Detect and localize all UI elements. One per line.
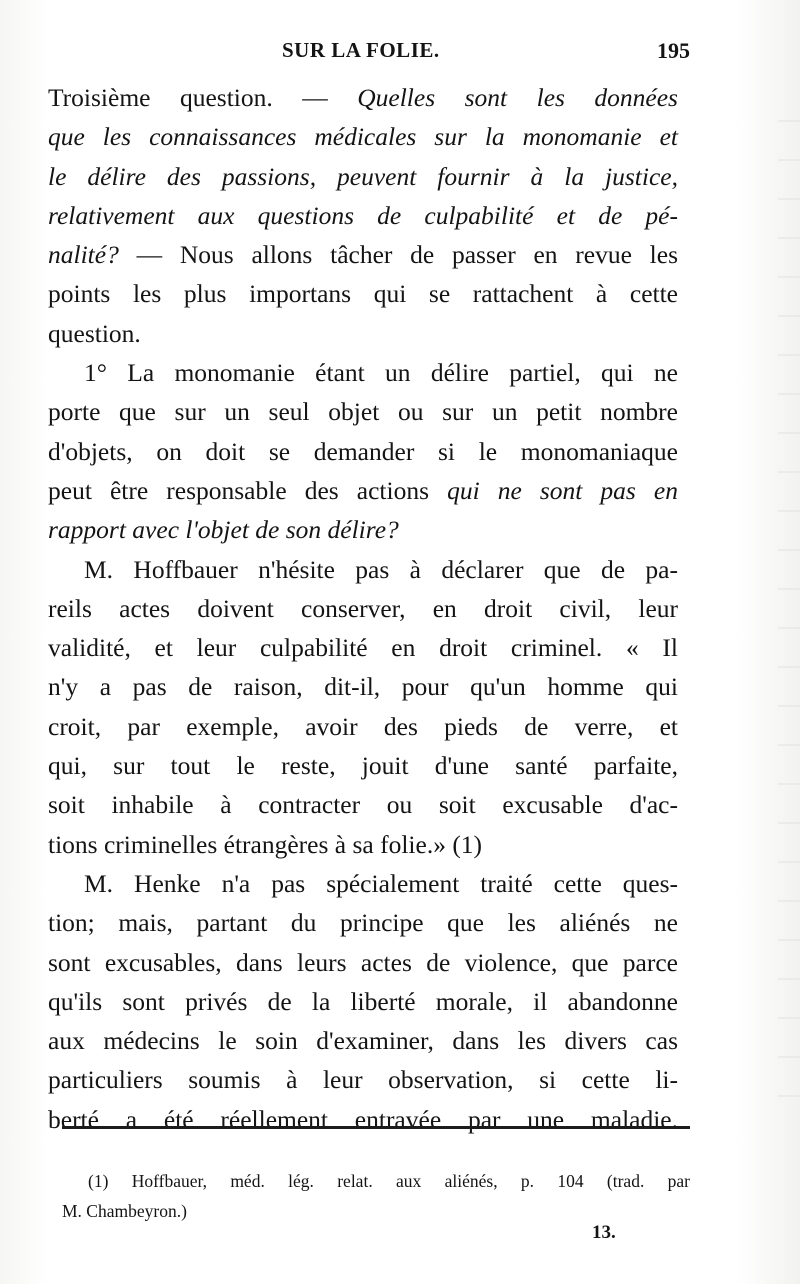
text-segment: d'objets, on doit se demander si le monomaniaque xyxy=(48,436,678,466)
text-line xyxy=(48,785,678,824)
text-segment: M. Henke n'a pas spécialement traité cette ques- xyxy=(84,868,678,898)
text-segment: 1° La monomanie étant un délire partiel, qui ne xyxy=(84,358,678,388)
footnote-line: M. Chambeyron.) xyxy=(62,1201,187,1221)
text-segment: Troisième question. — xyxy=(48,83,358,112)
text-line xyxy=(48,392,678,431)
text-segment: n'y a pas de raison, dit-il, pour qu'un homme qui xyxy=(48,672,678,702)
text-segment: — Nous allons tâcher de passer en revue les xyxy=(136,240,678,270)
text-line xyxy=(48,117,678,156)
text-line xyxy=(48,903,678,942)
text-line xyxy=(48,667,678,706)
text-line xyxy=(48,982,678,1021)
italic-segment: le délire des passions, peuvent fournir à la justice, xyxy=(48,161,678,191)
italic-segment: rapport avec l'objet de son délire? xyxy=(48,515,399,545)
text-line xyxy=(48,314,678,353)
text-segment: M. Hoffbauer n'hésite pas à déclarer que de pa- xyxy=(84,554,678,584)
text-segment: validité, et leur culpabilité en droit criminel. « Il xyxy=(48,633,678,663)
text-line xyxy=(48,471,678,510)
footnote-rule xyxy=(62,1126,690,1129)
paper-show-through xyxy=(778,120,800,1120)
text-line xyxy=(48,550,678,589)
text-line xyxy=(48,274,678,313)
text-line xyxy=(48,1100,678,1139)
text-segment: reils actes doivent conserver, en droit civil, leur xyxy=(48,593,678,623)
text-line xyxy=(48,1060,678,1099)
text-line xyxy=(48,510,678,549)
italic-segment: que les connaissances médicales sur la monomanie et xyxy=(48,122,678,152)
text-segment: berté a été réellement entravée par une maladie. xyxy=(48,1104,678,1134)
text-line xyxy=(48,825,678,864)
text-line xyxy=(48,432,678,471)
text-segment: porte que sur un seul objet ou sur un petit nombre xyxy=(48,397,678,427)
footnote xyxy=(62,1166,690,1226)
text-line xyxy=(48,78,678,117)
text-line xyxy=(48,589,678,628)
text-segment: tions criminelles étrangères à sa folie.» (1) xyxy=(48,829,483,859)
text-segment: aux médecins le soin d'examiner, dans les divers cas xyxy=(48,1026,678,1056)
text-line xyxy=(48,943,678,982)
text-segment: qui, sur tout le reste, jouit d'une santé parfaite, xyxy=(48,751,678,781)
text-segment: points les plus importans qui se rattachent à cette xyxy=(48,279,678,309)
page-header xyxy=(60,34,700,66)
italic-segment: qui ne sont pas en xyxy=(447,475,678,505)
text-line xyxy=(48,746,678,785)
text-segment: particuliers soumis à leur observation, si cette li- xyxy=(48,1065,678,1095)
text-segment: peut être responsable des actions xyxy=(48,475,448,505)
text-line xyxy=(48,1021,678,1060)
text-line xyxy=(48,353,678,392)
text-line xyxy=(48,864,678,903)
italic-segment: nalité? xyxy=(48,240,137,270)
text-line xyxy=(48,157,678,196)
running-head: SUR LA FOLIE. xyxy=(282,38,440,62)
text-segment: croit, par exemple, avoir des pieds de verre, et xyxy=(48,711,678,741)
italic-segment: Quelles sont les données xyxy=(357,83,678,112)
footnote-line: (1) Hoffbauer, méd. lég. relat. aux aliénés, p. 104 (trad. par xyxy=(88,1171,690,1191)
italic-segment: relativement aux questions de culpabilité et de pé- xyxy=(48,200,678,230)
text-segment: tion; mais, partant du principe que les aliénés ne xyxy=(48,908,678,938)
text-segment: question. xyxy=(48,318,141,348)
text-line xyxy=(48,196,678,235)
text-segment: sont excusables, dans leurs actes de violence, que parce xyxy=(48,947,678,977)
text-segment: qu'ils sont privés de la liberté morale, il abandonne xyxy=(48,986,678,1016)
text-segment: soit inhabile à contracter ou soit excusable d'ac- xyxy=(48,790,678,820)
text-line xyxy=(48,628,678,667)
body-text xyxy=(48,78,678,1139)
page-number: 195 xyxy=(657,38,690,63)
text-line xyxy=(48,235,678,274)
text-line xyxy=(48,707,678,746)
signature-mark: 13. xyxy=(592,1222,616,1243)
